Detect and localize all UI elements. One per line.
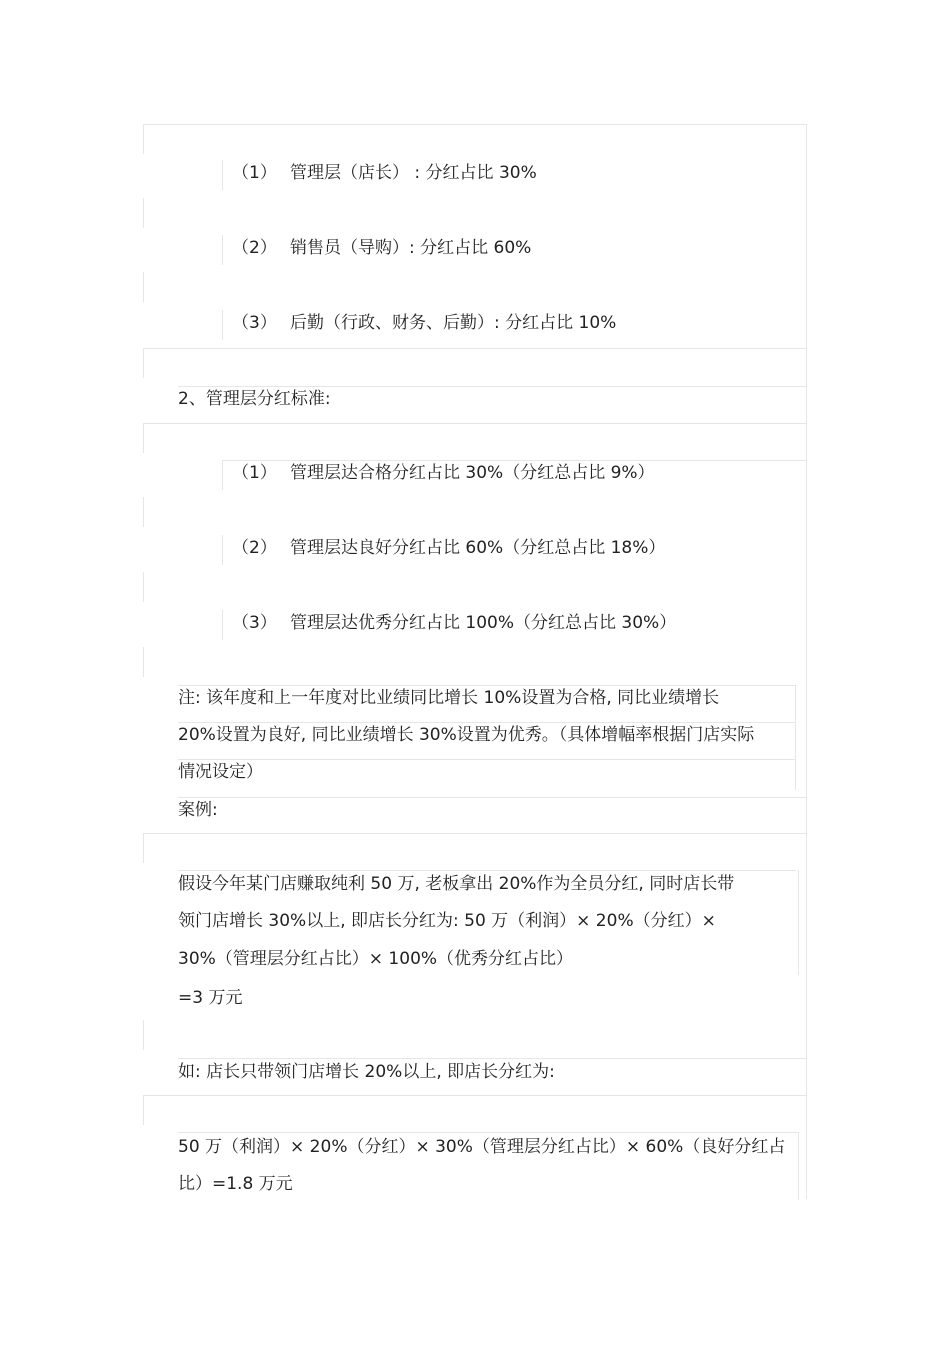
list-item-text: 销售员（导购）: 分红占比 60% — [290, 238, 532, 258]
guide-line — [143, 423, 807, 424]
guide-line — [143, 647, 144, 677]
list-item-number: （1） — [232, 163, 277, 183]
guide-line — [178, 759, 796, 760]
guide-line — [143, 1020, 144, 1050]
guide-line — [178, 870, 796, 871]
guide-line — [178, 722, 796, 723]
list-item-number: （2） — [232, 538, 277, 558]
guide-line — [143, 124, 144, 154]
case-paragraph-line: 50 万（利润）× 20%（分红）× 30%（管理层分红占比）× 60%（良好分红占 — [178, 1137, 786, 1157]
case-example-line: 如: 店长只带领门店增长 20%以上, 即店长分红为: — [178, 1062, 555, 1082]
case-paragraph-line: 领门店增长 30%以上, 即店长分红为: 50 万（利润）× 20%（分红）× — [178, 911, 716, 931]
guide-line — [143, 833, 144, 863]
list-item-number: （1） — [232, 463, 277, 483]
guide-line — [143, 497, 144, 527]
note-line: 20%设置为良好, 同比业绩增长 30%设置为优秀。（具体增幅率根据门店实际 — [178, 725, 755, 745]
guide-line — [143, 348, 144, 378]
guide-line — [178, 1132, 798, 1133]
guide-line — [143, 1095, 144, 1125]
guide-line — [143, 198, 144, 228]
guide-line — [143, 572, 144, 602]
guide-line — [178, 386, 807, 387]
guide-line — [143, 348, 807, 349]
case-paragraph-line: 30%（管理层分红占比）× 100%（优秀分红占比） — [178, 949, 574, 969]
guide-line — [143, 272, 144, 302]
list-item — [0, 612, 950, 634]
list-item — [0, 237, 950, 259]
case-heading: 案例: — [178, 800, 218, 820]
guide-line — [178, 1058, 807, 1059]
guide-line — [143, 833, 807, 834]
list-item-number: （2） — [232, 238, 277, 258]
list-item-number: （3） — [232, 313, 277, 333]
list-item — [0, 537, 950, 559]
note-line: 情况设定） — [178, 762, 263, 782]
list-item — [0, 462, 950, 484]
guide-line — [143, 1095, 807, 1096]
list-item-number: （3） — [232, 613, 277, 633]
guide-line — [795, 685, 796, 790]
list-item-text: 管理层（店长） : 分红占比 30% — [290, 163, 537, 183]
case-paragraph-line: 假设今年某门店赚取纯利 50 万, 老板拿出 20%作为全员分红, 同时店长带 — [178, 874, 735, 894]
guide-line — [798, 1132, 799, 1200]
list-item-text: 后勤（行政、财务、后勤）: 分红占比 10% — [290, 313, 617, 333]
list-item-text: 管理层达合格分红占比 30%（分红总占比 9%） — [290, 463, 655, 483]
list-item — [0, 162, 950, 184]
list-item-text: 管理层达优秀分红占比 100%（分红总占比 30%） — [290, 613, 677, 633]
guide-line — [143, 124, 807, 125]
guide-line — [806, 124, 807, 1199]
guide-line — [143, 423, 144, 453]
case-result-line: =3 万元 — [178, 988, 243, 1008]
case-result-line: 比）=1.8 万元 — [178, 1174, 293, 1194]
section-heading: 2、管理层分红标准: — [178, 389, 331, 409]
guide-line — [178, 797, 807, 798]
guide-line — [178, 685, 796, 686]
list-item — [0, 312, 950, 334]
guide-line — [222, 460, 807, 461]
list-item-text: 管理层达良好分红占比 60%（分红总占比 18%） — [290, 538, 666, 558]
note-line: 注: 该年度和上一年度对比业绩同比增长 10%设置为合格, 同比业绩增长 — [178, 688, 720, 708]
guide-line — [798, 870, 799, 975]
